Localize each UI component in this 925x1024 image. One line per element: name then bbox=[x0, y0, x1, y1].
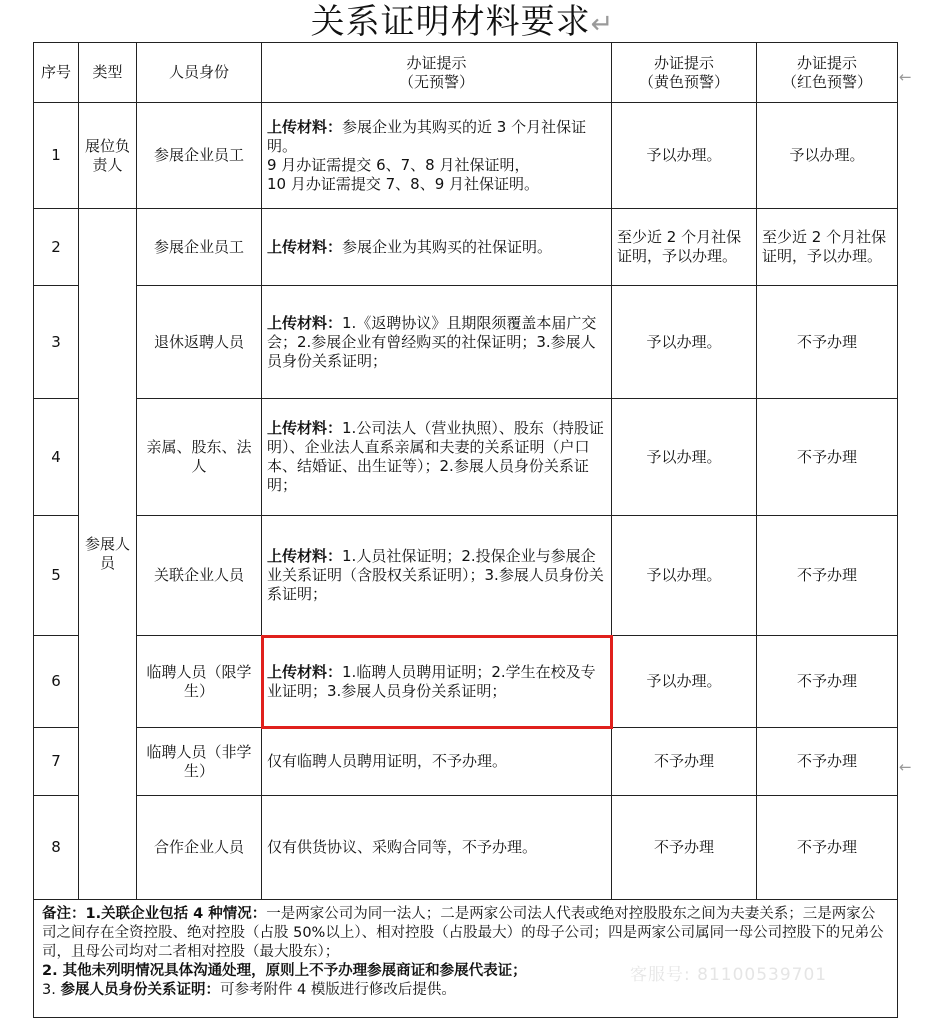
row-red: 不予办理 bbox=[757, 636, 898, 728]
header-identity: 人员身份 bbox=[137, 43, 262, 103]
notes-row bbox=[34, 900, 898, 1018]
table-row bbox=[34, 103, 898, 209]
row-seq: 2 bbox=[34, 209, 79, 286]
row-seq: 5 bbox=[34, 516, 79, 636]
arrow-left-icon: ← bbox=[899, 68, 912, 86]
row-red: 不予办理 bbox=[757, 399, 898, 516]
row-red: 予以办理。 bbox=[757, 103, 898, 209]
row-requirement: 上传材料：1.人员社保证明；2.投保企业与参展企业关系证明（含股权关系证明）；3.参展人员身份关系证明； bbox=[262, 516, 612, 636]
type-booth-manager: 展位负责人 bbox=[79, 103, 137, 209]
note-2: 2. 其他未列明情况具体沟通处理，原则上不予办理参展商证和参展代表证； bbox=[42, 963, 527, 979]
table-row bbox=[34, 209, 898, 286]
row-identity: 参展企业员工 bbox=[137, 209, 262, 286]
row-identity: 关联企业人员 bbox=[137, 516, 262, 636]
row-requirement: 上传材料：1.《返聘协议》且期限须覆盖本届广交会；2.参展企业有曾经购买的社保证明；3.参展人员身份关系证明； bbox=[262, 286, 612, 399]
header-seq: 序号 bbox=[34, 43, 79, 103]
row-seq: 8 bbox=[34, 796, 79, 900]
row-seq: 4 bbox=[34, 399, 79, 516]
row-identity: 亲属、股东、法人 bbox=[137, 399, 262, 516]
row-identity: 临聘人员（非学生） bbox=[137, 728, 262, 796]
row-identity: 退休返聘人员 bbox=[137, 286, 262, 399]
table-row bbox=[34, 286, 898, 399]
notes bbox=[34, 900, 898, 1018]
note-1: 备注：1.关联企业包括 4 种情况：一是两家公司为同一法人；二是两家公司法人代表或绝对控股股东之间为夫妻关系；三是两家公司之间存在全资控股、绝对控股（占股 50%以上）、相对控股（占股最大）的母子公司；四是两家公司属同一母公司控股下的兄弟公司，且母公司均对二者相对控股（最大股东）； bbox=[42, 906, 884, 960]
table-row bbox=[34, 796, 898, 900]
arrow-left-icon: ← bbox=[899, 758, 912, 776]
row-requirement: 仅有临聘人员聘用证明，不予办理。 bbox=[262, 728, 612, 796]
row-yellow: 予以办理。 bbox=[612, 399, 757, 516]
table-row bbox=[34, 636, 898, 728]
row-yellow: 予以办理。 bbox=[612, 516, 757, 636]
row-identity: 临聘人员（限学生） bbox=[137, 636, 262, 728]
row-identity: 合作企业人员 bbox=[137, 796, 262, 900]
header-type: 类型 bbox=[79, 43, 137, 103]
row-requirement: 上传材料：1.公司法人（营业执照）、股东（持股证明）、企业法人直系亲属和夫妻的关系证明（户口本、结婚证、出生证等）；2.参展人员身份关系证明； bbox=[262, 399, 612, 516]
table-row bbox=[34, 728, 898, 796]
header-red-warning: 办证提示 （红色预警） bbox=[757, 43, 898, 103]
row-red: 不予办理 bbox=[757, 286, 898, 399]
header-yellow-warning: 办证提示 （黄色预警） bbox=[612, 43, 757, 103]
row-seq: 7 bbox=[34, 728, 79, 796]
header-row bbox=[34, 43, 898, 103]
row-requirement: 仅有供货协议、采购合同等，不予办理。 bbox=[262, 796, 612, 900]
table-row bbox=[34, 399, 898, 516]
row-yellow: 不予办理 bbox=[612, 728, 757, 796]
row-yellow: 予以办理。 bbox=[612, 636, 757, 728]
row-requirement-highlighted: 上传材料：1.临聘人员聘用证明；2.学生在校及专业证明；3.参展人员身份关系证明； bbox=[262, 636, 612, 728]
row-seq: 1 bbox=[34, 103, 79, 209]
row-yellow: 不予办理 bbox=[612, 796, 757, 900]
row-red: 不予办理 bbox=[757, 516, 898, 636]
row-red: 不予办理 bbox=[757, 728, 898, 796]
para-mark: ↵ bbox=[590, 9, 615, 40]
requirements-table bbox=[33, 42, 898, 1018]
title-text: 关系证明材料要求 bbox=[310, 2, 591, 42]
document-title bbox=[0, 2, 925, 45]
row-yellow: 予以办理。 bbox=[612, 286, 757, 399]
watermark: 客服号: 81100539701 bbox=[630, 965, 828, 985]
row-red: 至少近 2 个月社保证明，予以办理。 bbox=[757, 209, 898, 286]
note-3: 3. 参展人员身份关系证明：可参考附件 4 模版进行修改后提供。 bbox=[42, 982, 456, 998]
row-seq: 6 bbox=[34, 636, 79, 728]
row-identity: 参展企业员工 bbox=[137, 103, 262, 209]
row-red: 不予办理 bbox=[757, 796, 898, 900]
type-exhibitor: 参展人员 bbox=[79, 209, 137, 900]
table-row bbox=[34, 516, 898, 636]
row-requirement: 上传材料：参展企业为其购买的社保证明。 bbox=[262, 209, 612, 286]
row-requirement: 上传材料：参展企业为其购买的近 3 个月社保证明。 9 月办证需提交 6、7、8 月社保证明， 10 月办证需提交 7、8、9 月社保证明。 bbox=[262, 103, 612, 209]
row-yellow: 至少近 2 个月社保证明，予以办理。 bbox=[612, 209, 757, 286]
row-yellow: 予以办理。 bbox=[612, 103, 757, 209]
header-none-warning: 办证提示 （无预警） bbox=[262, 43, 612, 103]
row-seq: 3 bbox=[34, 286, 79, 399]
